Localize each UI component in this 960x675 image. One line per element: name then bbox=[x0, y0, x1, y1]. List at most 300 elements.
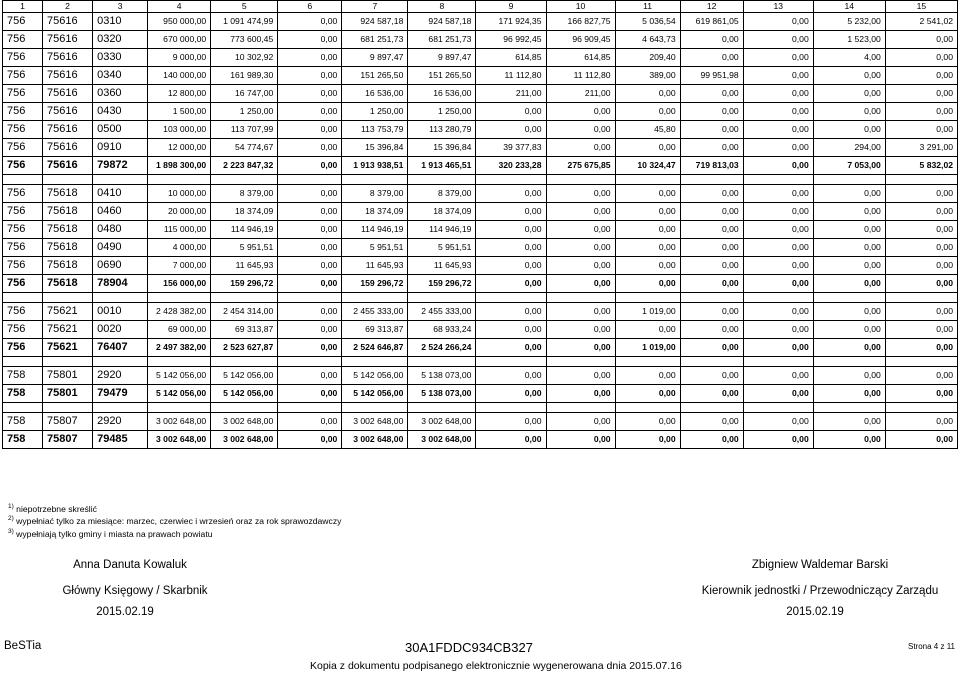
amount-cell: 15 396,84 bbox=[342, 139, 408, 157]
column-number: 1 bbox=[3, 1, 43, 13]
amount-cell: 0,00 bbox=[680, 239, 743, 257]
amount-cell: 0,00 bbox=[476, 103, 546, 121]
amount-cell: 2 524 266,24 bbox=[408, 339, 476, 357]
table-row bbox=[3, 239, 958, 257]
amount-cell: 0,00 bbox=[743, 203, 813, 221]
column-number: 10 bbox=[546, 1, 615, 13]
paragraf-cell: 0330 bbox=[93, 49, 148, 67]
rozdzial-cell: 75621 bbox=[43, 339, 93, 357]
amount-cell: 681 251,73 bbox=[342, 31, 408, 49]
separator-cell bbox=[885, 403, 957, 413]
copy-note: Kopia z dokumentu podpisanego elektronicznie wygenerowana dnia 2015.07.16 bbox=[310, 660, 682, 672]
separator-cell bbox=[813, 175, 885, 185]
amount-cell: 1 250,00 bbox=[408, 103, 476, 121]
amount-cell: 11 112,80 bbox=[476, 67, 546, 85]
dzial-cell: 756 bbox=[3, 203, 43, 221]
amount-cell: 0,00 bbox=[813, 67, 885, 85]
separator-cell bbox=[342, 357, 408, 367]
amount-cell: 0,00 bbox=[885, 239, 957, 257]
amount-cell: 0,00 bbox=[743, 31, 813, 49]
separator-cell bbox=[342, 403, 408, 413]
amount-cell: 0,00 bbox=[278, 185, 342, 203]
rozdzial-cell: 75618 bbox=[43, 257, 93, 275]
separator-cell bbox=[680, 175, 743, 185]
table-row bbox=[3, 67, 958, 85]
paragraf-cell: 79485 bbox=[93, 431, 148, 449]
separator-cell bbox=[93, 175, 148, 185]
amount-cell: 1 019,00 bbox=[615, 303, 680, 321]
amount-cell: 114 946,19 bbox=[211, 221, 278, 239]
amount-cell: 15 396,84 bbox=[408, 139, 476, 157]
amount-cell: 0,00 bbox=[885, 103, 957, 121]
amount-cell: 0,00 bbox=[278, 239, 342, 257]
amount-cell: 114 946,19 bbox=[342, 221, 408, 239]
amount-cell: 3 002 648,00 bbox=[211, 413, 278, 431]
amount-cell: 0,00 bbox=[615, 239, 680, 257]
amount-cell: 0,00 bbox=[743, 239, 813, 257]
amount-cell: 1 250,00 bbox=[342, 103, 408, 121]
amount-cell: 0,00 bbox=[743, 139, 813, 157]
amount-cell: 159 296,72 bbox=[408, 275, 476, 293]
amount-cell: 0,00 bbox=[813, 321, 885, 339]
column-number: 3 bbox=[93, 1, 148, 13]
amount-cell: 0,00 bbox=[615, 321, 680, 339]
amount-cell: 0,00 bbox=[278, 13, 342, 31]
amount-cell: 54 774,67 bbox=[211, 139, 278, 157]
rozdzial-cell: 75618 bbox=[43, 221, 93, 239]
amount-cell: 1 500,00 bbox=[148, 103, 211, 121]
summary-row bbox=[3, 157, 958, 175]
amount-cell: 0,00 bbox=[885, 49, 957, 67]
amount-cell: 0,00 bbox=[680, 203, 743, 221]
amount-cell: 0,00 bbox=[813, 121, 885, 139]
separator-cell bbox=[743, 293, 813, 303]
dzial-cell: 756 bbox=[3, 49, 43, 67]
amount-cell: 7 000,00 bbox=[148, 257, 211, 275]
amount-cell: 0,00 bbox=[615, 185, 680, 203]
rozdzial-cell: 75618 bbox=[43, 185, 93, 203]
amount-cell: 151 265,50 bbox=[408, 67, 476, 85]
amount-cell: 0,00 bbox=[885, 275, 957, 293]
amount-cell: 0,00 bbox=[813, 275, 885, 293]
amount-cell: 140 000,00 bbox=[148, 67, 211, 85]
amount-cell: 5 138 073,00 bbox=[408, 385, 476, 403]
amount-cell: 0,00 bbox=[278, 157, 342, 175]
footnote bbox=[8, 527, 341, 539]
separator-cell bbox=[408, 175, 476, 185]
column-number: 8 bbox=[408, 1, 476, 13]
paragraf-cell: 0910 bbox=[93, 139, 148, 157]
amount-cell: 0,00 bbox=[680, 139, 743, 157]
amount-cell: 12 800,00 bbox=[148, 85, 211, 103]
rozdzial-cell: 75616 bbox=[43, 49, 93, 67]
amount-cell: 0,00 bbox=[813, 339, 885, 357]
amount-cell: 0,00 bbox=[546, 103, 615, 121]
amount-cell: 69 313,87 bbox=[211, 321, 278, 339]
column-number: 13 bbox=[743, 1, 813, 13]
separator-cell bbox=[148, 403, 211, 413]
amount-cell: 0,00 bbox=[813, 221, 885, 239]
group-separator bbox=[3, 293, 958, 303]
footnote bbox=[8, 514, 341, 526]
column-number-header bbox=[3, 1, 958, 13]
amount-cell: 3 291,00 bbox=[885, 139, 957, 157]
amount-cell: 773 600,45 bbox=[211, 31, 278, 49]
amount-cell: 0,00 bbox=[743, 385, 813, 403]
dzial-cell: 756 bbox=[3, 85, 43, 103]
separator-cell bbox=[813, 403, 885, 413]
amount-cell: 0,00 bbox=[278, 139, 342, 157]
amount-cell: 0,00 bbox=[615, 275, 680, 293]
amount-cell: 2 428 382,00 bbox=[148, 303, 211, 321]
rozdzial-cell: 75616 bbox=[43, 31, 93, 49]
amount-cell: 96 909,45 bbox=[546, 31, 615, 49]
amount-cell: 0,00 bbox=[743, 303, 813, 321]
paragraf-cell: 0500 bbox=[93, 121, 148, 139]
table-row bbox=[3, 413, 958, 431]
amount-cell: 166 827,75 bbox=[546, 13, 615, 31]
separator-cell bbox=[211, 357, 278, 367]
footnote-mark: 1) bbox=[8, 503, 14, 510]
amount-cell: 0,00 bbox=[546, 203, 615, 221]
amount-cell: 0,00 bbox=[546, 139, 615, 157]
amount-cell: 0,00 bbox=[743, 103, 813, 121]
amount-cell: 0,00 bbox=[546, 303, 615, 321]
separator-cell bbox=[342, 293, 408, 303]
amount-cell: 619 861,05 bbox=[680, 13, 743, 31]
amount-cell: 0,00 bbox=[278, 367, 342, 385]
rozdzial-cell: 75807 bbox=[43, 431, 93, 449]
amount-cell: 0,00 bbox=[680, 103, 743, 121]
amount-cell: 3 002 648,00 bbox=[408, 431, 476, 449]
separator-cell bbox=[93, 357, 148, 367]
amount-cell: 0,00 bbox=[615, 203, 680, 221]
amount-cell: 0,00 bbox=[680, 31, 743, 49]
separator-cell bbox=[476, 175, 546, 185]
group-separator bbox=[3, 403, 958, 413]
amount-cell: 0,00 bbox=[546, 385, 615, 403]
amount-cell: 0,00 bbox=[885, 257, 957, 275]
amount-cell: 5 142 056,00 bbox=[342, 367, 408, 385]
amount-cell: 0,00 bbox=[278, 431, 342, 449]
paragraf-cell: 0360 bbox=[93, 85, 148, 103]
amount-cell: 4 643,73 bbox=[615, 31, 680, 49]
table-row bbox=[3, 49, 958, 67]
amount-cell: 0,00 bbox=[615, 85, 680, 103]
amount-cell: 18 374,09 bbox=[342, 203, 408, 221]
paragraf-cell: 2920 bbox=[93, 413, 148, 431]
amount-cell: 5 142 056,00 bbox=[342, 385, 408, 403]
amount-cell: 9 897,47 bbox=[342, 49, 408, 67]
amount-cell: 0,00 bbox=[743, 413, 813, 431]
amount-cell: 4 000,00 bbox=[148, 239, 211, 257]
signature-role-right: Kierownik jednostki / Przewodniczący Zarządu bbox=[701, 585, 939, 597]
amount-cell: 99 951,98 bbox=[680, 67, 743, 85]
amount-cell: 0,00 bbox=[615, 413, 680, 431]
footnotes bbox=[8, 502, 341, 539]
amount-cell: 0,00 bbox=[476, 121, 546, 139]
amount-cell: 1 898 300,00 bbox=[148, 157, 211, 175]
amount-cell: 0,00 bbox=[476, 367, 546, 385]
amount-cell: 614,85 bbox=[476, 49, 546, 67]
separator-cell bbox=[680, 293, 743, 303]
dzial-cell: 756 bbox=[3, 303, 43, 321]
separator-cell bbox=[476, 403, 546, 413]
footnote-text: wypełniają tylko gminy i miasta na prawach powiatu bbox=[16, 528, 213, 539]
amount-cell: 11 112,80 bbox=[546, 67, 615, 85]
paragraf-cell: 0410 bbox=[93, 185, 148, 203]
amount-cell: 0,00 bbox=[476, 203, 546, 221]
amount-cell: 0,00 bbox=[278, 275, 342, 293]
amount-cell: 0,00 bbox=[885, 321, 957, 339]
table-body bbox=[3, 1, 958, 449]
amount-cell: 18 374,09 bbox=[211, 203, 278, 221]
amount-cell: 0,00 bbox=[813, 385, 885, 403]
separator-cell bbox=[546, 403, 615, 413]
paragraf-cell: 0010 bbox=[93, 303, 148, 321]
amount-cell: 0,00 bbox=[476, 185, 546, 203]
separator-cell bbox=[93, 293, 148, 303]
amount-cell: 10 000,00 bbox=[148, 185, 211, 203]
dzial-cell: 756 bbox=[3, 31, 43, 49]
amount-cell: 1 913 938,51 bbox=[342, 157, 408, 175]
amount-cell: 1 091 474,99 bbox=[211, 13, 278, 31]
amount-cell: 115 000,00 bbox=[148, 221, 211, 239]
amount-cell: 0,00 bbox=[743, 185, 813, 203]
separator-cell bbox=[3, 357, 43, 367]
amount-cell: 0,00 bbox=[885, 339, 957, 357]
paragraf-cell: 0310 bbox=[93, 13, 148, 31]
amount-cell: 0,00 bbox=[743, 85, 813, 103]
amount-cell: 0,00 bbox=[615, 139, 680, 157]
separator-cell bbox=[278, 357, 342, 367]
amount-cell: 0,00 bbox=[615, 385, 680, 403]
amount-cell: 20 000,00 bbox=[148, 203, 211, 221]
amount-cell: 45,80 bbox=[615, 121, 680, 139]
dzial-cell: 756 bbox=[3, 339, 43, 357]
amount-cell: 0,00 bbox=[813, 367, 885, 385]
separator-cell bbox=[546, 175, 615, 185]
separator-cell bbox=[476, 293, 546, 303]
paragraf-cell: 0460 bbox=[93, 203, 148, 221]
rozdzial-cell: 75621 bbox=[43, 321, 93, 339]
amount-cell: 0,00 bbox=[680, 413, 743, 431]
amount-cell: 0,00 bbox=[278, 413, 342, 431]
amount-cell: 0,00 bbox=[680, 49, 743, 67]
app-name: BeSTia bbox=[4, 640, 42, 652]
amount-cell: 0,00 bbox=[680, 275, 743, 293]
amount-cell: 8 379,00 bbox=[211, 185, 278, 203]
amount-cell: 0,00 bbox=[680, 221, 743, 239]
amount-cell: 5 142 056,00 bbox=[211, 367, 278, 385]
amount-cell: 0,00 bbox=[743, 49, 813, 67]
amount-cell: 0,00 bbox=[476, 321, 546, 339]
table-row bbox=[3, 13, 958, 31]
amount-cell: 156 000,00 bbox=[148, 275, 211, 293]
amount-cell: 2 523 627,87 bbox=[211, 339, 278, 357]
amount-cell: 5 232,00 bbox=[813, 13, 885, 31]
separator-cell bbox=[211, 175, 278, 185]
dzial-cell: 758 bbox=[3, 431, 43, 449]
amount-cell: 0,00 bbox=[813, 239, 885, 257]
amount-cell: 159 296,72 bbox=[342, 275, 408, 293]
rozdzial-cell: 75616 bbox=[43, 121, 93, 139]
footnote-mark: 3) bbox=[8, 527, 14, 535]
amount-cell: 0,00 bbox=[680, 185, 743, 203]
amount-cell: 0,00 bbox=[885, 203, 957, 221]
paragraf-cell: 79872 bbox=[93, 157, 148, 175]
amount-cell: 670 000,00 bbox=[148, 31, 211, 49]
amount-cell: 0,00 bbox=[813, 431, 885, 449]
amount-cell: 1 250,00 bbox=[211, 103, 278, 121]
amount-cell: 0,00 bbox=[546, 321, 615, 339]
amount-cell: 0,00 bbox=[476, 239, 546, 257]
amount-cell: 159 296,72 bbox=[211, 275, 278, 293]
amount-cell: 0,00 bbox=[813, 257, 885, 275]
amount-cell: 719 813,03 bbox=[680, 157, 743, 175]
amount-cell: 0,00 bbox=[615, 431, 680, 449]
column-number: 7 bbox=[342, 1, 408, 13]
amount-cell: 5 832,02 bbox=[885, 157, 957, 175]
separator-cell bbox=[43, 175, 93, 185]
amount-cell: 2 454 314,00 bbox=[211, 303, 278, 321]
amount-cell: 0,00 bbox=[885, 67, 957, 85]
rozdzial-cell: 75618 bbox=[43, 203, 93, 221]
amount-cell: 0,00 bbox=[278, 257, 342, 275]
amount-cell: 614,85 bbox=[546, 49, 615, 67]
amount-cell: 0,00 bbox=[680, 303, 743, 321]
table-row bbox=[3, 203, 958, 221]
separator-cell bbox=[43, 403, 93, 413]
dzial-cell: 756 bbox=[3, 13, 43, 31]
rozdzial-cell: 75616 bbox=[43, 85, 93, 103]
rozdzial-cell: 75616 bbox=[43, 13, 93, 31]
amount-cell: 0,00 bbox=[546, 431, 615, 449]
separator-cell bbox=[3, 293, 43, 303]
amount-cell: 0,00 bbox=[680, 321, 743, 339]
amount-cell: 0,00 bbox=[743, 431, 813, 449]
separator-cell bbox=[43, 357, 93, 367]
amount-cell: 103 000,00 bbox=[148, 121, 211, 139]
signature-name-left: Anna Danuta Kowaluk bbox=[73, 559, 187, 571]
amount-cell: 0,00 bbox=[278, 303, 342, 321]
paragraf-cell: 79479 bbox=[93, 385, 148, 403]
footnote-text: wypełniać tylko za miesiące: marzec, czerwiec i wrzesień oraz za rok sprawozdawczy bbox=[16, 516, 342, 527]
separator-cell bbox=[546, 357, 615, 367]
amount-cell: 0,00 bbox=[885, 303, 957, 321]
dzial-cell: 756 bbox=[3, 185, 43, 203]
amount-cell: 0,00 bbox=[743, 121, 813, 139]
amount-cell: 16 536,00 bbox=[342, 85, 408, 103]
amount-cell: 39 377,83 bbox=[476, 139, 546, 157]
amount-cell: 0,00 bbox=[546, 257, 615, 275]
amount-cell: 0,00 bbox=[615, 221, 680, 239]
separator-cell bbox=[615, 357, 680, 367]
signature-role-left: Główny Księgowy / Skarbnik bbox=[62, 585, 208, 597]
amount-cell: 113 753,79 bbox=[342, 121, 408, 139]
summary-row bbox=[3, 431, 958, 449]
amount-cell: 0,00 bbox=[743, 257, 813, 275]
amount-cell: 0,00 bbox=[278, 203, 342, 221]
rozdzial-cell: 75616 bbox=[43, 157, 93, 175]
summary-row bbox=[3, 275, 958, 293]
amount-cell: 320 233,28 bbox=[476, 157, 546, 175]
separator-cell bbox=[148, 293, 211, 303]
amount-cell: 11 645,93 bbox=[408, 257, 476, 275]
amount-cell: 113 707,99 bbox=[211, 121, 278, 139]
separator-cell bbox=[743, 175, 813, 185]
separator-cell bbox=[211, 293, 278, 303]
amount-cell: 68 933,24 bbox=[408, 321, 476, 339]
paragraf-cell: 76407 bbox=[93, 339, 148, 357]
table-row bbox=[3, 31, 958, 49]
amount-cell: 0,00 bbox=[813, 203, 885, 221]
amount-cell: 7 053,00 bbox=[813, 157, 885, 175]
dzial-cell: 756 bbox=[3, 157, 43, 175]
amount-cell: 0,00 bbox=[476, 339, 546, 357]
amount-cell: 113 280,79 bbox=[408, 121, 476, 139]
separator-cell bbox=[885, 357, 957, 367]
amount-cell: 0,00 bbox=[885, 413, 957, 431]
amount-cell: 1 019,00 bbox=[615, 339, 680, 357]
amount-cell: 0,00 bbox=[546, 121, 615, 139]
amount-cell: 0,00 bbox=[743, 275, 813, 293]
separator-cell bbox=[885, 293, 957, 303]
column-number: 9 bbox=[476, 1, 546, 13]
amount-cell: 0,00 bbox=[680, 121, 743, 139]
separator-cell bbox=[148, 357, 211, 367]
amount-cell: 5 951,51 bbox=[342, 239, 408, 257]
summary-row bbox=[3, 385, 958, 403]
amount-cell: 0,00 bbox=[680, 367, 743, 385]
amount-cell: 0,00 bbox=[278, 121, 342, 139]
dzial-cell: 756 bbox=[3, 275, 43, 293]
dzial-cell: 756 bbox=[3, 67, 43, 85]
rozdzial-cell: 75807 bbox=[43, 413, 93, 431]
amount-cell: 211,00 bbox=[546, 85, 615, 103]
amount-cell: 0,00 bbox=[615, 367, 680, 385]
amount-cell: 5 036,54 bbox=[615, 13, 680, 31]
amount-cell: 1 523,00 bbox=[813, 31, 885, 49]
dzial-cell: 756 bbox=[3, 103, 43, 121]
separator-cell bbox=[278, 293, 342, 303]
amount-cell: 8 379,00 bbox=[342, 185, 408, 203]
amount-cell: 0,00 bbox=[546, 185, 615, 203]
amount-cell: 924 587,18 bbox=[408, 13, 476, 31]
signature-date-right: 2015.02.19 bbox=[786, 606, 844, 618]
separator-cell bbox=[408, 293, 476, 303]
dzial-cell: 756 bbox=[3, 321, 43, 339]
amount-cell: 0,00 bbox=[680, 431, 743, 449]
amount-cell: 2 497 382,00 bbox=[148, 339, 211, 357]
amount-cell: 0,00 bbox=[278, 221, 342, 239]
separator-cell bbox=[43, 293, 93, 303]
amount-cell: 0,00 bbox=[546, 239, 615, 257]
amount-cell: 0,00 bbox=[813, 103, 885, 121]
amount-cell: 16 747,00 bbox=[211, 85, 278, 103]
amount-cell: 11 645,93 bbox=[211, 257, 278, 275]
amount-cell: 0,00 bbox=[813, 413, 885, 431]
dzial-cell: 756 bbox=[3, 257, 43, 275]
rozdzial-cell: 75618 bbox=[43, 275, 93, 293]
amount-cell: 161 989,30 bbox=[211, 67, 278, 85]
amount-cell: 0,00 bbox=[278, 385, 342, 403]
separator-cell bbox=[743, 357, 813, 367]
page-number: Strona 4 z 11 bbox=[908, 642, 955, 651]
amount-cell: 0,00 bbox=[743, 367, 813, 385]
amount-cell: 5 142 056,00 bbox=[148, 367, 211, 385]
amount-cell: 0,00 bbox=[680, 339, 743, 357]
